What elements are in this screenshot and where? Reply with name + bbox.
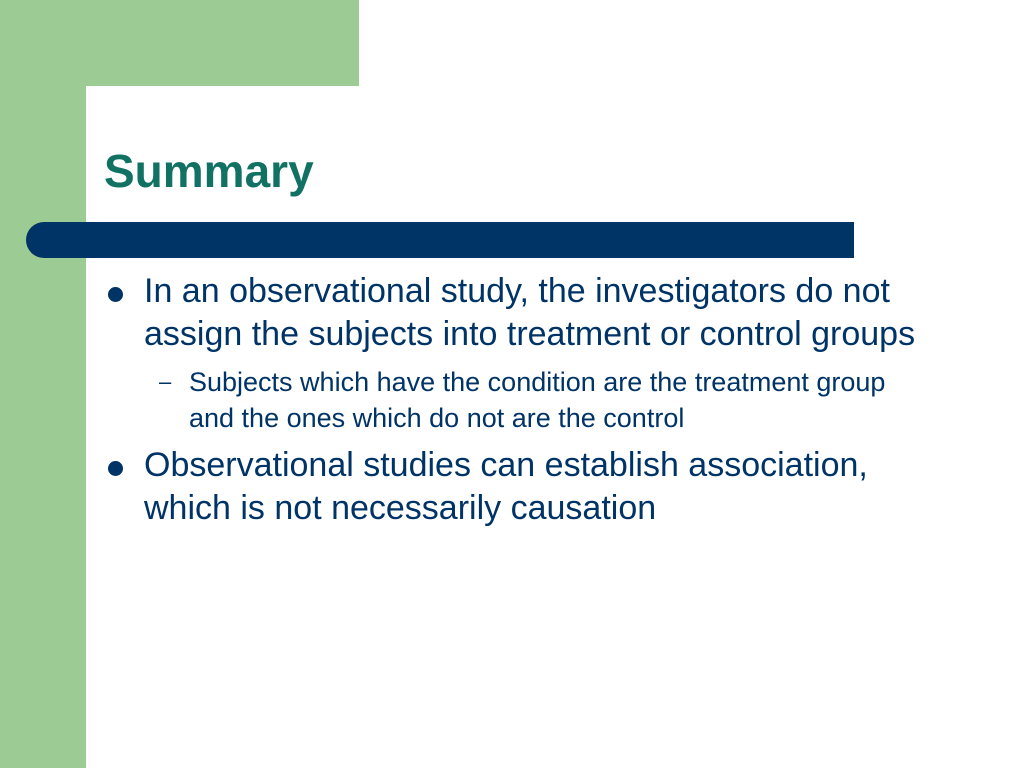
bullet-text: Observational studies can establish association, which is not necessarily causation [144, 446, 868, 527]
bullet-item [104, 270, 924, 436]
slide-title: Summary [104, 145, 314, 197]
green-top-band [0, 0, 359, 86]
title-underline-bar [26, 222, 854, 258]
bullet-text: In an observational study, the investigators do not assign the subjects into treatment or control groups [144, 272, 916, 353]
bullet-dot-icon [108, 287, 123, 302]
green-side-band [0, 0, 86, 768]
bullet-dot-icon [108, 461, 123, 476]
sub-bullet-text: Subjects which have the condition are the treatment group and the ones which do not are the control [189, 367, 886, 433]
bullet-list [104, 270, 924, 538]
dash-icon: – [159, 369, 172, 394]
sub-bullet-item [144, 364, 924, 436]
bullet-item [104, 444, 924, 530]
sub-bullet-list [144, 364, 924, 436]
